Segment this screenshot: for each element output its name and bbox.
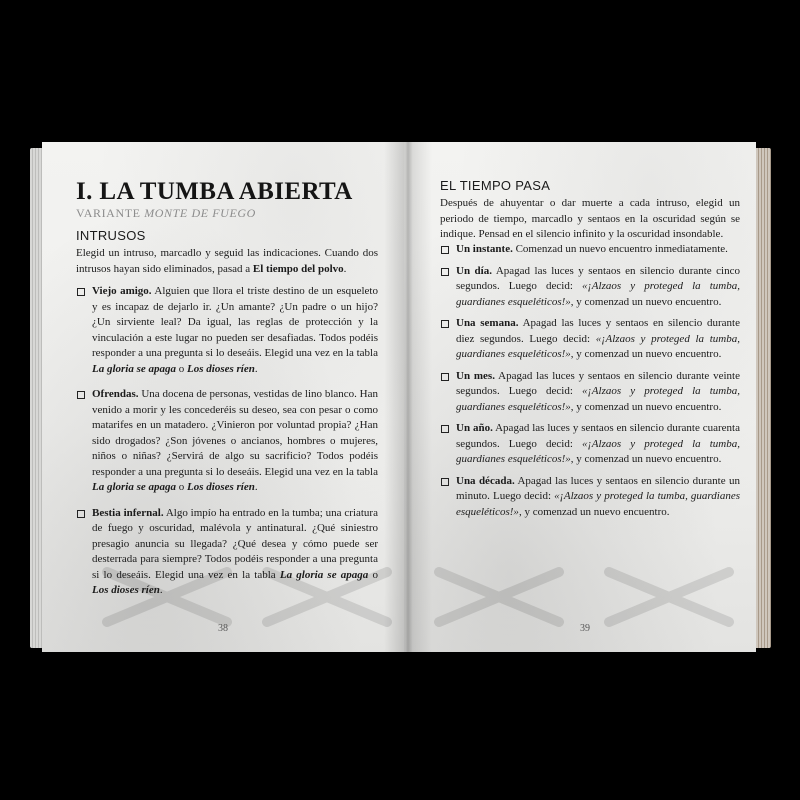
variant-subtitle <box>76 206 256 221</box>
checkbox[interactable] <box>441 373 449 381</box>
item-end: . <box>254 362 258 375</box>
checkbox[interactable] <box>441 268 449 276</box>
list-item <box>440 264 740 311</box>
conjunction: o <box>368 568 379 581</box>
crossed-bones-decoration <box>434 567 564 627</box>
table-ref: Los dioses ríen <box>187 362 255 375</box>
item-after: , y comenzad un nuevo encuentro. <box>570 348 722 360</box>
item-text: Apagad las luces y sentaos en silencio durante cuarenta segundos. Luego decid: <box>456 422 740 450</box>
intro-paragraph <box>76 246 378 277</box>
time-list <box>440 242 740 526</box>
table-ref: La gloria se apaga <box>92 362 177 375</box>
left-page <box>42 142 404 652</box>
conjunction: o <box>176 362 188 375</box>
checkbox[interactable] <box>441 478 449 486</box>
item-text: Apagad las luces y sentaos en silencio durante diez segundos. Luego decid: <box>456 317 740 345</box>
chapter-title: I. LA TUMBA ABIERTA <box>76 178 353 205</box>
list-item <box>76 284 378 377</box>
checkbox[interactable] <box>441 425 449 433</box>
checkbox[interactable] <box>77 288 85 296</box>
item-text: Alguien que llora el triste destino de un esqueleto y es incapaz de dejarlo ir. ¿Un amante? ¿Un padre o un hijo? ¿Un sirviente leal? Da igual, las reglas de protección y la vinculación a este lugar no pueden ser desafiadas. Todos podéis responder a una pregunta si lo deseáis. Elegid una vez en la tabla <box>92 285 378 359</box>
item-end: . <box>159 584 163 596</box>
table-ref: Los dioses ríen <box>92 584 160 596</box>
list-item <box>76 387 378 496</box>
item-quote: «¡Alzaos y proteged la tumba, guardianes esqueléticos!» <box>456 490 740 518</box>
crossed-bones-decoration <box>604 567 734 627</box>
item-text: Apagad las luces y sentaos en silencio durante cinco segundos. Luego decid: <box>456 264 740 292</box>
item-text: Apagad las luces y sentaos en silencio durante veinte segundos. Luego decid: <box>456 369 740 397</box>
right-page <box>404 142 756 652</box>
list-item <box>76 506 378 599</box>
conjunction: o <box>176 481 188 493</box>
intro-text: Elegid un intruso, marcadlo y seguid las indicaciones. Cuando dos intrusos hayan sido eliminados, pasad a <box>76 247 378 275</box>
table-ref: La gloria se apaga <box>92 481 177 493</box>
intro-paragraph: Después de ahuyentar o dar muerte a cada intruso, elegid un periodo de tiempo, marcadlo y sentaos en la oscuridad según se indique. Pensad en el silencio infinito y la oscuridad insondable. <box>440 197 740 240</box>
item-text: Comenzad un nuevo encuentro inmediatamente. <box>512 243 728 255</box>
item-title: Un mes. <box>456 369 495 382</box>
item-title: Una semana. <box>456 317 519 329</box>
page-number-left: 38 <box>218 623 228 634</box>
item-title: Viejo amigo. <box>92 285 152 297</box>
list-item <box>440 421 740 468</box>
item-end: . <box>254 481 258 493</box>
list-item <box>440 369 740 416</box>
item-quote: «¡Alzaos y proteged la tumba, guardianes esqueléticos!» <box>456 437 740 465</box>
item-title: Ofrendas. <box>92 388 139 400</box>
item-text: Apagad las luces y sentaos en silencio durante un minuto. Luego decid: <box>456 474 741 502</box>
checkbox[interactable] <box>441 246 449 254</box>
variant-name: MONTE DE FUEGO <box>144 206 256 220</box>
item-after: , y comenzad un nuevo encuentro. <box>570 400 722 413</box>
item-quote: «¡Alzaos y proteged la tumba, guardianes esqueléticos!» <box>456 332 740 360</box>
item-title: Bestia infernal. <box>92 506 164 519</box>
intro-end: . <box>343 262 347 275</box>
item-quote: «¡Alzaos y proteged la tumba, guardianes esqueléticos!» <box>456 280 740 308</box>
page-number-right: 39 <box>580 623 590 634</box>
item-after: , y comenzad un nuevo encuentro. <box>570 295 722 308</box>
list-item <box>440 316 740 363</box>
intruder-list <box>76 284 378 609</box>
variant-label: VARIANTE <box>76 206 141 220</box>
item-text: Algo impío ha entrado en la tumba; una criatura de fuego y oscuridad, malévola y antinatural. ¿Qué siniestro presagio anuncia su llegada? ¿Qué desea y cómo puede ser desterrada para siempre? Todos podéis responder a una pregunta si lo deseáis. Elegid una vez en la tabla <box>92 506 378 581</box>
intro-link: El tiempo del polvo <box>252 262 344 275</box>
item-text: Una docena de personas, vestidas de lino blanco. Han venido a morir y les concederéis su deseo, sea con pesar o como matarifes en un matadero. ¿Vinieron por voluntad propia? ¿Han sido drogados? ¿Son jóvenes o ancianos, hombres o mujeres, niños o niñas? ¿Servirá de algo su sacrificio? Todos podéis responder a una pregunta si lo deseáis. Elegid una vez en la tabla <box>92 388 378 478</box>
list-item <box>440 242 740 258</box>
item-title: Una década. <box>456 474 515 487</box>
item-after: , y comenzad un nuevo encuentro. <box>570 453 722 465</box>
checkbox[interactable] <box>77 391 85 399</box>
item-title: Un año. <box>456 422 493 434</box>
item-title: Un instante. <box>456 243 513 255</box>
checkbox[interactable] <box>77 510 85 518</box>
checkbox[interactable] <box>441 320 449 328</box>
list-item <box>440 474 740 521</box>
table-ref: La gloria se apaga <box>279 568 369 581</box>
section-title-intrusos: INTRUSOS <box>76 228 146 243</box>
table-ref: Los dioses ríen <box>187 481 255 493</box>
section-title-tiempo: EL TIEMPO PASA <box>440 178 551 193</box>
item-after: , y comenzad un nuevo encuentro. <box>518 505 670 518</box>
item-title: Un día. <box>456 264 492 277</box>
item-quote: «¡Alzaos y proteged la tumba, guardianes esqueléticos!» <box>456 385 740 413</box>
